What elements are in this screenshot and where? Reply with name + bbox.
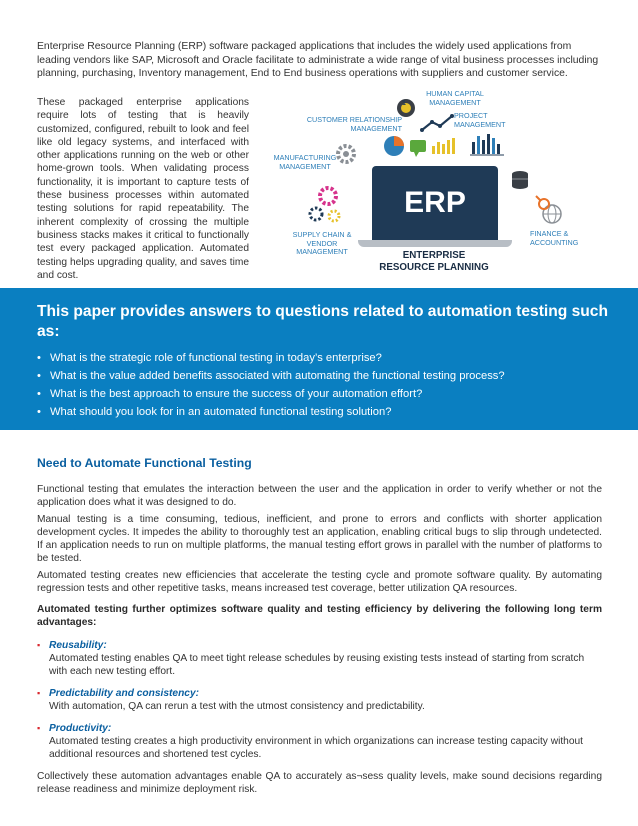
pie-chart-icon — [384, 136, 404, 156]
finance-globe-icon — [536, 196, 561, 223]
section-paragraph: Automated testing creates new efficiencies that accelerate the testing cycle and promote software quality. By automating regression tests and other repetitive tasks, means increased test coverage, better utilization QA resources. — [37, 570, 602, 594]
section-lead-paragraph: Automated testing further optimizes software quality and testing efficiency by delivering the following long term advantages: — [37, 604, 602, 628]
advantage-description: With automation, QA can rerun a test with the utmost consistency and predictability. — [49, 701, 425, 712]
crm-label: CUSTOMER RELATIONSHIP MANAGEMENT — [306, 115, 402, 133]
advantage-title: ▪ Productivity: — [49, 723, 112, 734]
finance-label: FINANCE & ACCOUNTING — [530, 229, 579, 247]
left-column-paragraph: These packaged enterprise applications require lots of testing that is heavily customized, configured, rebuilt to look and feel like old legacy systems, and interfaced with other applications running on the web or other home-grown tools. When validating process functionality, it is important to capture tests of these business processes within automated testing solutions for rapid repeatability. The inherent complexity of crossing the multiple business stacks makes it critical to functionally test every packaged application. Automated testing helps upgrading quality, and saves time and cost. — [37, 97, 249, 281]
advantage-title: ▪ Predictability and consistency: — [49, 688, 200, 699]
hcm-badge: 1 — [402, 100, 406, 107]
banner-heading: This paper provides answers to questions related to automation testing such as: — [37, 303, 609, 340]
intro-paragraph: Enterprise Resource Planning (ERP) software packaged applications that includes the widely used applications from leading vendors like SAP, Microsoft and Oracle facilitate to administrate a wide range of vital business processes including planning, purchasing, Inventory management, End to End business operations with suppliers and customer service. — [37, 41, 599, 80]
erp-caption-line2: RESOURCE PLANNING — [379, 262, 489, 273]
bar-chart-icon — [470, 134, 504, 155]
closing-paragraph: Collectively these automation advantages enable QA to accurately as¬sess quality levels, make sound decisions regarding release readiness and minimize deployment risk. — [37, 771, 602, 795]
questions-banner — [0, 288, 638, 430]
manufacturing-label: MANUFACTURING MANAGEMENT — [273, 153, 337, 171]
money-bubble-icon — [410, 140, 426, 157]
section-heading: Need to Automate Functional Testing — [37, 456, 252, 470]
yellow-bars-icon — [432, 138, 455, 154]
advantage-item — [37, 639, 602, 678]
advantage-title: ▪ Reusability: — [49, 640, 107, 651]
section-paragraph: Functional testing that emulates the interaction between the user and the application in order to verify whether or not the application does what it was designed to do. — [37, 484, 602, 508]
banner-question: • What is the strategic role of functional testing in today’s enterprise? — [37, 349, 601, 367]
advantage-description: Automated testing creates a high productivity environment in which organizations can increase testing capacity without additional resources and shortened test cycles. — [49, 736, 584, 760]
advantage-item — [37, 687, 602, 713]
human-capital-label: HUMAN CAPITAL MANAGEMENT — [426, 89, 484, 107]
erp-logo-text: ERP — [404, 186, 466, 219]
section-paragraph: Manual testing is a time consuming, tedious, inefficient, and prone to errors and conflicts with shorter application development cycles. It impedes the ability to thoroughly test an application, enabling critical bugs to slip through undetected. If an application needs to run on multiple platforms, the manual testing effort grows in parallel with the number of platforms to be tested. — [37, 514, 602, 564]
advantage-description: Automated testing enables QA to meet tight release schedules by reusing existing tests instead of starting from scratch with each new testing effort. — [49, 653, 585, 677]
database-icon — [512, 171, 528, 189]
project-label: PROJECT MANAGEMENT — [454, 111, 506, 129]
banner-question: • What should you look for in an automated functional testing solution? — [37, 403, 601, 421]
laptop-base — [358, 240, 512, 247]
gear-icon — [338, 146, 354, 162]
banner-question-list — [37, 349, 601, 421]
trend-line-icon — [422, 116, 452, 130]
supply-gears-icon — [310, 188, 339, 221]
banner-question: • What is the best approach to ensure the success of your automation effort? — [37, 385, 601, 403]
erp-modules-graphic — [262, 88, 592, 280]
supply-chain-label: SUPPLY CHAIN & VENDOR MANAGEMENT — [292, 230, 352, 257]
advantages-list — [37, 639, 602, 761]
banner-question: • What is the value added benefits associated with automating the functional testing process? — [37, 367, 601, 385]
erp-caption — [364, 250, 504, 274]
automation-section — [37, 455, 602, 800]
laptop-screen — [372, 166, 498, 240]
advantage-item — [37, 722, 602, 761]
erp-caption-line1: ENTERPRISE — [402, 250, 466, 261]
